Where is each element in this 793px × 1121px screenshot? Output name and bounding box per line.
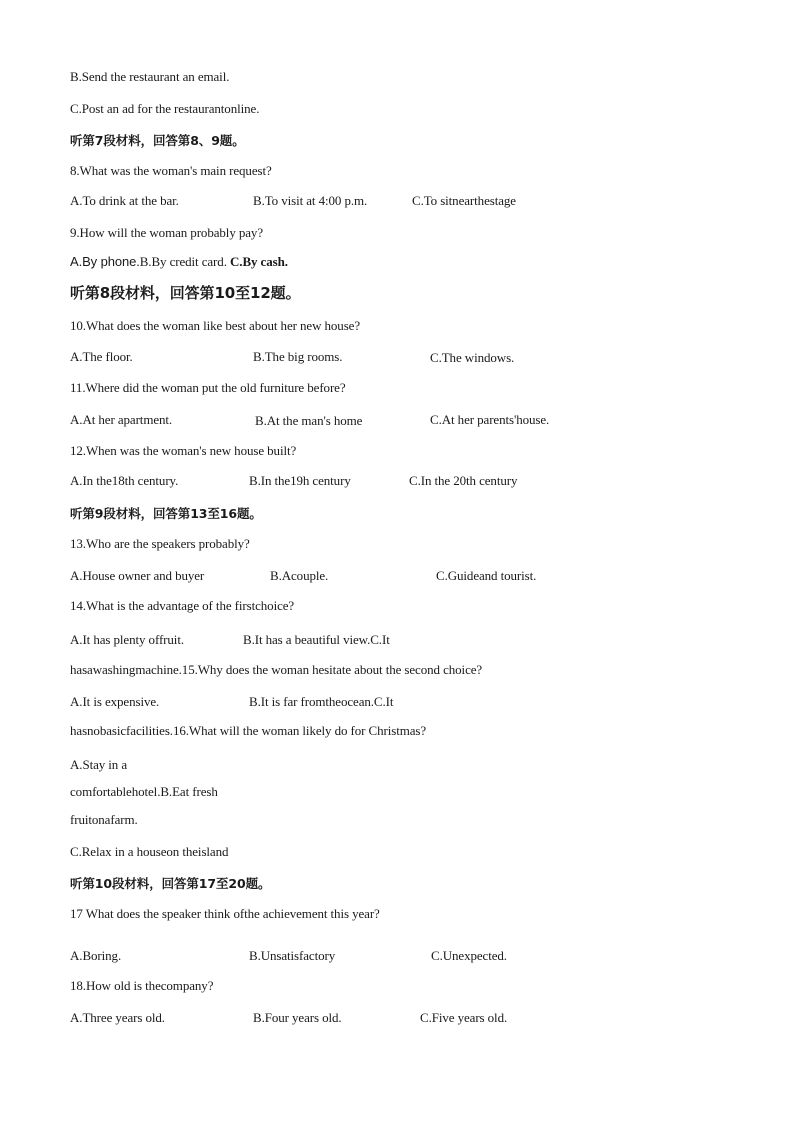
option-14b-14c: B.It has a beautiful view.C.It <box>243 632 390 647</box>
option-14a: A.It has plenty offruit. <box>70 632 184 647</box>
option-15c-question-16: hasnobasicfacilities.16.What will the woman likely do for Christmas? <box>70 723 427 738</box>
option-9b: B.By credit card. <box>139 254 227 269</box>
option-18b: B.Four years old. <box>253 1010 342 1025</box>
option-11a: A.At her apartment. <box>70 412 173 427</box>
section-heading-9: 听第9段材料，回答第13至16题。 <box>70 506 262 521</box>
question-12: 12.When was the woman's new house built? <box>70 443 297 458</box>
options-row-13 <box>70 568 730 584</box>
option-16b-cont: fruitonafarm. <box>70 812 138 827</box>
question-11: 11.Where did the woman put the old furniture before? <box>70 380 346 395</box>
option-13b: B.Acouple. <box>270 568 329 583</box>
option-13a: A.House owner and buyer <box>70 568 205 583</box>
question-9: 9.How will the woman probably pay? <box>70 225 264 240</box>
options-row-12 <box>70 473 730 489</box>
question-10: 10.What does the woman like best about her new house? <box>70 318 361 333</box>
option-16a-16b: comfortablehotel.B.Eat fresh <box>70 784 218 799</box>
option-8a: A.To drink at the bar. <box>70 193 179 208</box>
option-18a: A.Three years old. <box>70 1010 165 1025</box>
options-row-15 <box>70 694 730 710</box>
option-14c-question-15: hasawashingmachine.15.Why does the woman hesitate about the second choice? <box>70 662 483 677</box>
option-7b: B.Send the restaurant an email. <box>70 69 230 84</box>
option-12c: C.In the 20th century <box>409 473 518 488</box>
option-8b: B.To visit at 4:00 p.m. <box>253 193 368 208</box>
option-7c: C.Post an ad for the restaurantonline. <box>70 101 260 116</box>
question-18: 18.How old is thecompany? <box>70 978 214 993</box>
option-10c: C.The windows. <box>430 350 515 365</box>
section-heading-8: 听第8段材料，回答第10至12题。 <box>70 284 301 302</box>
option-17a: A.Boring. <box>70 948 122 963</box>
options-row-17 <box>70 948 730 964</box>
question-14: 14.What is the advantage of the firstchoice? <box>70 598 295 613</box>
option-16a: A.Stay in a <box>70 757 128 772</box>
question-8: 8.What was the woman's main request? <box>70 163 272 178</box>
options-row-9 <box>70 254 288 270</box>
option-9c: C.By cash. <box>230 254 288 269</box>
option-18c: C.Five years old. <box>420 1010 508 1025</box>
option-11b: B.At the man's home <box>255 413 363 428</box>
option-15a: A.It is expensive. <box>70 694 160 709</box>
options-row-11 <box>70 412 730 428</box>
option-15b-15c: B.It is far fromtheocean.C.It <box>249 694 394 709</box>
option-8c: C.To sitnearthestage <box>412 193 516 208</box>
options-row-8 <box>70 193 730 209</box>
options-row-18 <box>70 1010 730 1026</box>
option-9a: A.By phone. <box>70 254 140 269</box>
options-row-10 <box>70 349 730 365</box>
option-10a: A.The floor. <box>70 349 133 364</box>
option-17b: B.Unsatisfactory <box>249 948 336 963</box>
option-10b: B.The big rooms. <box>253 349 343 364</box>
option-13c: C.Guideand tourist. <box>436 568 537 583</box>
section-heading-7: 听第7段材料，回答第8、9题。 <box>70 133 245 148</box>
option-12b: B.In the19h century <box>249 473 351 488</box>
section-heading-10: 听第10段材料，回答第17至20题。 <box>70 876 271 891</box>
question-17: 17 What does the speaker think ofthe achievement this year? <box>70 906 380 921</box>
option-17c: C.Unexpected. <box>431 948 507 963</box>
options-row-14 <box>70 632 730 648</box>
option-16c: C.Relax in a houseon theisland <box>70 844 229 859</box>
option-11c: C.At her parents'house. <box>430 412 550 427</box>
question-13: 13.Who are the speakers probably? <box>70 536 250 551</box>
option-12a: A.In the18th century. <box>70 473 179 488</box>
